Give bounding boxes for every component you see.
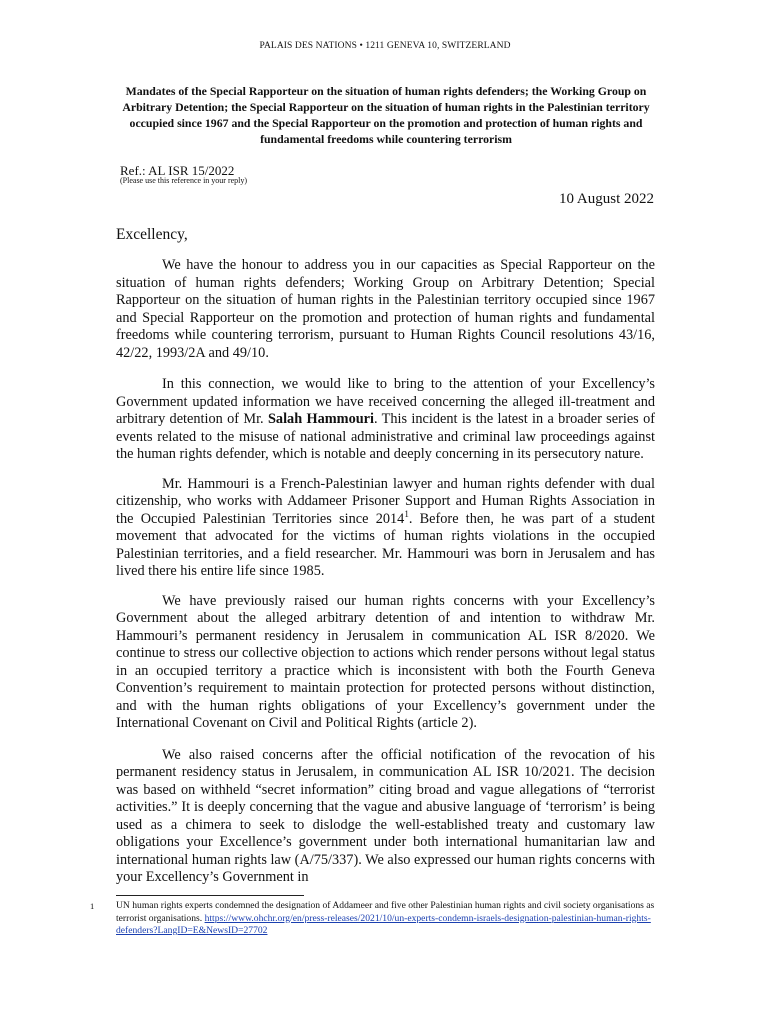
footnote-number: 1 [90, 901, 95, 911]
letterhead-address: PALAIS DES NATIONS • 1211 GENEVA 10, SWITZERLAND [259, 41, 511, 51]
paragraph-3-end: . Before then, he was part of a student movement that advocated for the victims of human rights violations in the occupied Palestinian territories, and a field researcher. Mr. Hammouri was born in Jerusalem and has lived there his entire life since 1985. [116, 510, 656, 579]
salutation: Excellency, [116, 226, 188, 243]
paragraph-2-end: . This incident is the latest in a broader series of events related to the misuse of national administrative and criminal law proceedings against the human rights defender, which is notable and deeply concerning in its persecutory nature. [116, 411, 655, 462]
footnote-text: UN human rights experts condemned the designation of Addameer and five other Palestinian human rights and civil society organisations as terrorist organisations. [116, 900, 655, 924]
paragraph-5: We also raised concerns after the official notification of the revocation of his permanent residency status in Jerusalem, in communication AL ISR 10/2021. The decision was based on withheld “secret information” citing broad and vague allegations of “terrorist activities.” It is deeply concerning that the vague and abusive language of ‘terrorism’ is being used as a chimera to seek to dislodge the well-established treaty and customary law obligations your Excellence’s government under both international humanitarian law and international human rights law (A/75/337). We also expressed our human rights concerns with your Excellency’s Government in [116, 746, 655, 885]
reference-number: Ref.: AL ISR 15/2022 [120, 163, 235, 178]
paragraph-4: We have previously raised our human rights concerns with your Excellency’s Government about the alleged arbitrary detention of and intention to withdraw Mr. Hammouri’s permanent residency in Jerusalem in communication AL ISR 8/2020. We continue to stress our collective objection to actions which render persons without legal status in an occupied territory a practice which is inconsistent with both the Fourth Geneva Convention’s requirement to maintain protection for protected persons without distinction, and with the human rights obligations of your Excellency’s government under the International Covenant on Civil and Political Rights (article 2). [116, 592, 655, 731]
paragraph-2 [116, 376, 655, 464]
letter-date: 10 August 2022 [558, 191, 654, 207]
reference-note: (Please use this reference in your reply) [120, 176, 248, 185]
footnote-reference: 1 [404, 508, 409, 519]
person-name: Salah Hammouri [267, 411, 374, 427]
letter-body [116, 257, 655, 901]
mandates-heading: Mandates of the Special Rapporteur on the situation of human rights defenders; the Working Group on Arbitrary Detention; the Special Rapporteur on the situation of human rights in the Palestinian territory occupied since 1967 and the Special Rapporteur on the promotion and protection of human rights and fundamental freedoms while countering terrorism [122, 84, 650, 146]
paragraph-1: We have the honour to address you in our capacities as Special Rapporteur on the situation of human rights defenders; Working Group on Arbitrary Detention; Special Rapporteur on the situation of human rights in the Palestinian territory occupied since 1967 and Special Rapporteur on the promotion and protection of human rights and fundamental freedoms while countering terrorism, pursuant to Human Rights Council resolutions 43/16, 42/22, 1993/2A and 49/10. [116, 257, 655, 361]
footnote-divider [116, 895, 304, 896]
footnote-link[interactable]: https://www.ohchr.org/en/press-releases/2021/10/un-experts-condemn-israels-designation-palestinian-human-rights-defenders?LangID=E&NewsID=27702 [116, 912, 651, 936]
paragraph-2-start: In this connection, we would like to bring to the attention of your Excellency’s Government updated information we have received concerning the alleged ill-treatment and arbitrary detention of Mr. [116, 376, 655, 427]
paragraph-3 [116, 476, 655, 581]
paragraph-3-start: Mr. Hammouri is a French-Palestinian lawyer and human rights defender with dual citizenship, who works with Addameer Prisoner Support and Human Rights Association in the Occupied Palestinian Territories since 2014 [116, 475, 655, 527]
footnote [116, 900, 656, 938]
